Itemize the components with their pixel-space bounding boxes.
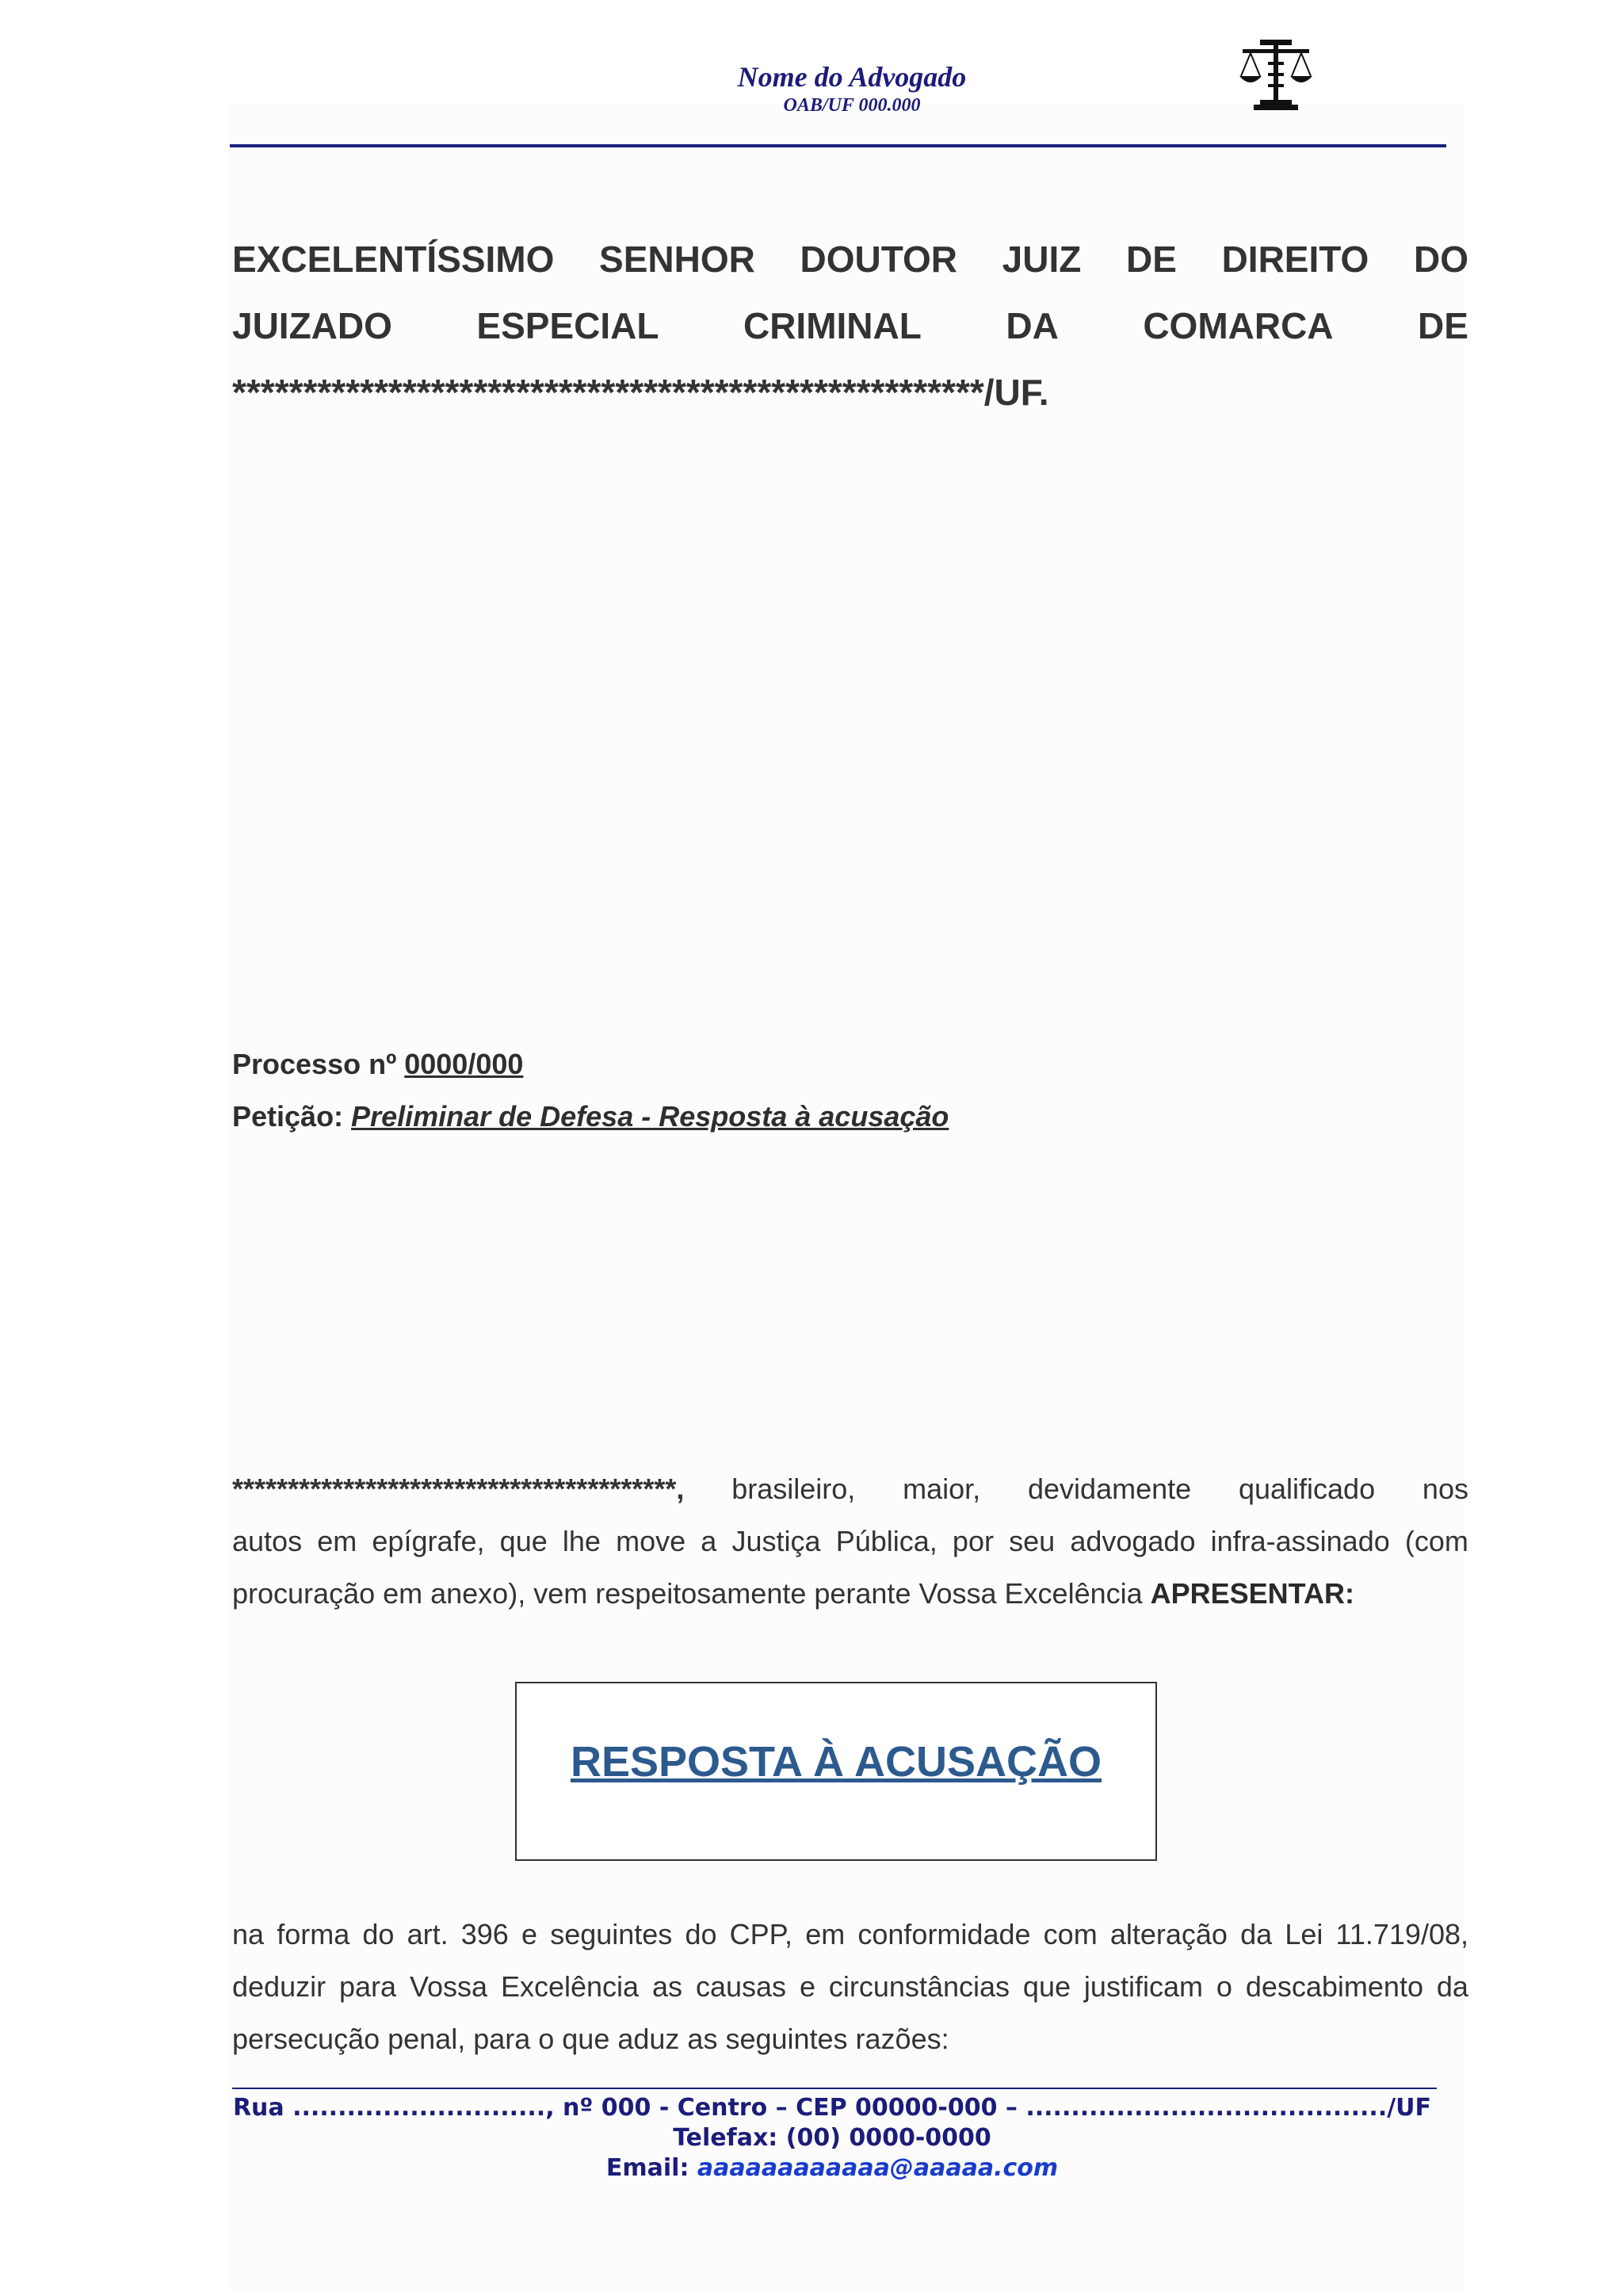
petition-type: Preliminar de Defesa - Resposta à acusação [351,1100,949,1133]
process-label: Processo nº [232,1048,405,1080]
word: e [799,1970,815,2003]
word: SENHOR [599,239,755,280]
word: com [1043,1918,1098,1950]
word: 11.719/08, [1335,1918,1468,1950]
word: DE [1418,305,1468,346]
word: autos [232,1525,303,1557]
word: JUIZADO [232,305,392,346]
word: devidamente [1028,1473,1192,1505]
word: e [521,1918,538,1950]
apresentar-label: APRESENTAR: [1150,1577,1354,1610]
word: move [616,1525,686,1557]
document-title: RESPOSTA À ACUSAÇÃO [570,1738,1102,1786]
word: causas [695,1970,787,2003]
word: EXCELENTÍSSIMO [232,239,555,280]
footer-email-link[interactable]: aaaaaaaaaaaa@aaaaa.com [697,2154,1059,2182]
addressee-line-2 [232,292,1468,359]
closing-paragraph [232,1908,1468,2065]
word: a [701,1525,717,1557]
word: para [339,1970,397,2003]
word: as [652,1970,683,2003]
footer-email-label: Email: [605,2154,697,2182]
word: DA [1006,305,1059,346]
word: em [805,1918,846,1950]
intro-line-2 [232,1515,1468,1568]
word: seu [1009,1525,1056,1557]
word: nos [1422,1473,1468,1505]
document-title-box [515,1682,1157,1861]
petition-line [232,1100,949,1133]
addressee-line-1 [232,226,1468,292]
word: DO [1413,239,1468,280]
closing-line-2 [232,1961,1468,2013]
word: descabimento [1245,1970,1423,2003]
addressee-line-3: *****************************************************/UF. [232,372,1049,413]
party-name-placeholder: ****************************************, [232,1473,685,1505]
header-divider [230,144,1446,147]
lawyer-name: Nome do Advogado [737,61,967,93]
word: DE [1126,239,1177,280]
word: (com [1404,1525,1468,1557]
word: na [232,1918,265,1950]
word: o [1216,1970,1232,2003]
closing-line-1 [232,1908,1468,1961]
word: da [1240,1918,1273,1950]
word: justificam [1083,1970,1203,2003]
word: CPP, [729,1918,793,1950]
word: por [952,1525,994,1557]
scales-of-justice-icon [1236,38,1316,117]
word: deduzir [232,1970,327,2003]
word: COMARCA [1143,305,1334,346]
word: infra-assinado [1210,1525,1390,1557]
word: maior, [903,1473,981,1505]
intro-line-3-text: procuração em anexo), vem respeitosamente perante Vossa Excelência [232,1577,1151,1610]
word: da [1436,1970,1468,2003]
word: alteração [1109,1918,1228,1950]
intro-line-3 [232,1568,1468,1620]
process-line [232,1048,523,1081]
word: do [362,1918,395,1950]
word: CRIMINAL [743,305,922,346]
word: DIREITO [1221,239,1369,280]
footer-phone: Telefax: (00) 0000-0000 [673,2124,991,2152]
word: 396 [460,1918,509,1950]
word: Vossa [409,1970,488,2003]
word: em [317,1525,357,1557]
word: forma [277,1918,350,1950]
word: ESPECIAL [476,305,659,346]
word: circunstâncias [828,1970,1010,2003]
word: que [1022,1970,1071,2003]
word: epígrafe, [372,1525,485,1557]
word: Lei [1285,1918,1323,1950]
word: brasileiro, [731,1473,856,1505]
footer-address: Rua ............................, nº 000 - Centro – CEP 00000-000 – ......................................../UF [232,2094,1432,2122]
addressee-block [232,226,1468,426]
petition-label: Petição: [232,1100,352,1133]
process-number: 0000/000 [404,1048,524,1080]
oab-number: OAB/UF 000.000 [783,95,921,116]
word: qualificado [1238,1473,1376,1505]
word: seguintes [550,1918,673,1950]
word: do [685,1918,717,1950]
word: conformidade [857,1918,1031,1950]
word: Excelência [500,1970,640,2003]
footer-divider [232,2088,1437,2089]
closing-line-3: persecução penal, para o que aduz as seguintes razões: [232,2023,949,2055]
intro-line-1 [232,1463,1468,1515]
word: advogado [1070,1525,1196,1557]
footer-email-line [0,2154,1623,2182]
word: que [499,1525,548,1557]
word: Justiça [731,1525,821,1557]
word: art. [407,1918,449,1950]
intro-paragraph [232,1463,1468,1620]
word: Pública, [835,1525,938,1557]
word: JUIZ [1002,239,1082,280]
word: lhe [562,1525,601,1557]
word: DOUTOR [800,239,958,280]
